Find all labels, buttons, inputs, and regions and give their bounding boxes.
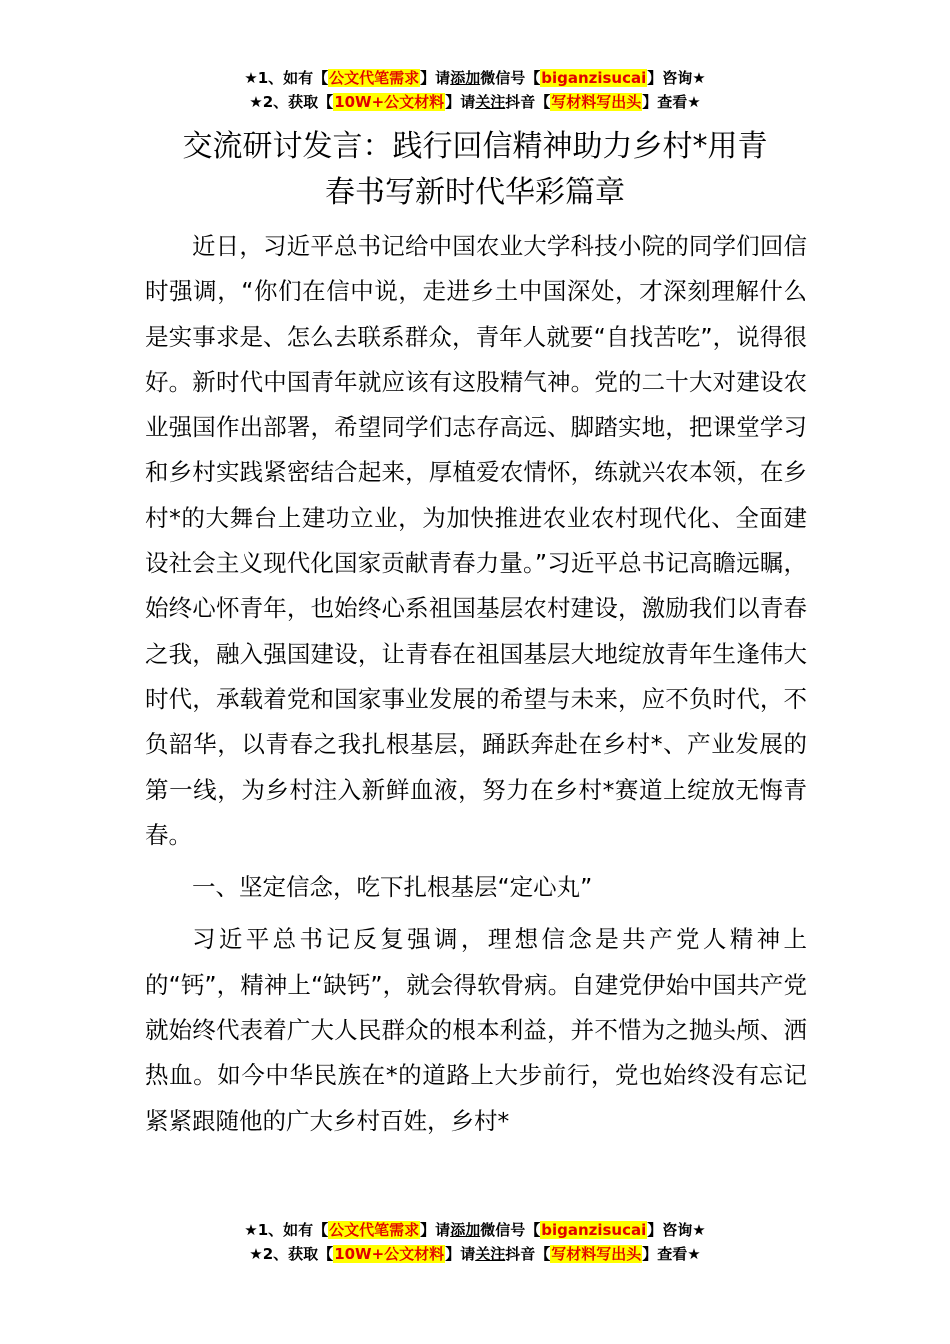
promo-text: 】咨询★ (647, 69, 706, 87)
promo-text: 】查看★ (642, 1245, 701, 1263)
promo-line-2 (0, 90, 950, 114)
promo-text: 】咨询★ (647, 1221, 706, 1239)
promo-text: ★1、如有【 (244, 69, 329, 87)
promo-underline: 关注 (475, 1245, 506, 1263)
promo-highlight: 10W+公文材料 (334, 1245, 445, 1263)
promo-line-2 (0, 1242, 950, 1266)
promo-text: 】请 (445, 1245, 476, 1263)
promo-text: 】请 (420, 1221, 451, 1239)
paragraph-section-1: 习近平总书记反复强调，理想信念是共产党人精神上的“钙”，精神上“缺钙”，就会得软骨病。自建党伊始中国共产党就始终代表着广大人民群众的根本利益，并不惜为之抛头颅、洒热血。如今中华民族在*的道路上大步前行，党也始终没有忘记紧紧跟随他的广大乡村百姓，乡村* (145, 925, 807, 1135)
promo-line-1 (0, 1218, 950, 1242)
title-line-2: 春书写新时代华彩篇章 (325, 175, 625, 210)
promo-banner-top (0, 66, 950, 114)
promo-highlight: biganzisucai (541, 1221, 647, 1239)
promo-text: 微信号【 (480, 69, 541, 87)
paragraph-intro: 近日，习近平总书记给中国农业大学科技小院的同学们回信时强调，“你们在信中说，走进乡土中国深处，才深刻理解什么是实事求是、怎么去联系群众，青年人就要“自找苦吃”，说得很好。新时代中国青年就应该有这股精气神。党的二十大对建设农业强国作出部署，希望同学们志存高远、脚踏实地，把课堂学习和乡村实践紧密结合起来，厚植爱农情怀，练就兴农本领，在乡村*的大舞台上建功立业，为加快推进农业农村现代化、全面建设社会主义现代化国家贡献青春力量。”习近平总书记高瞻远瞩，始终心怀青年，也始终心系祖国基层农村建设，激励我们以青春之我，融入强国建设，让青春在祖国基层大地绽放青年生逢伟大时代，承载着党和国家事业发展的希望与未来，应不负时代，不负韶华，以青春之我扎根基层，踊跃奔赴在乡村*、产业发展的第一线，为乡村注入新鲜血液，努力在乡村*赛道上绽放无悔青春。 (145, 232, 807, 849)
promo-highlight: 公文代笔需求 (329, 69, 420, 87)
promo-banner-bottom (0, 1218, 950, 1266)
section-heading: 一、坚定信念，吃下扎根基层“定心丸” (192, 873, 593, 902)
promo-highlight: 10W+公文材料 (334, 93, 445, 111)
promo-text: 抖音【 (505, 93, 551, 111)
promo-highlight: biganzisucai (541, 69, 647, 87)
promo-text: 】请 (445, 93, 476, 111)
promo-line-1 (0, 66, 950, 90)
promo-text: 微信号【 (480, 1221, 541, 1239)
title-line-1: 交流研讨发言：践行回信精神助力乡村*用青 (182, 129, 768, 164)
promo-text: 】查看★ (642, 93, 701, 111)
promo-text: 】请 (420, 69, 451, 87)
document-body (145, 224, 807, 1151)
promo-text: ★2、获取【 (249, 1245, 334, 1263)
promo-highlight: 写材料写出头 (551, 93, 642, 111)
promo-highlight: 写材料写出头 (551, 1245, 642, 1263)
promo-text: ★2、获取【 (249, 93, 334, 111)
promo-underline: 添加 (450, 69, 481, 87)
document-title (120, 124, 830, 216)
promo-text: ★1、如有【 (244, 1221, 329, 1239)
promo-highlight: 公文代笔需求 (329, 1221, 420, 1239)
promo-text: 抖音【 (505, 1245, 551, 1263)
promo-underline: 关注 (475, 93, 506, 111)
promo-underline: 添加 (450, 1221, 481, 1239)
